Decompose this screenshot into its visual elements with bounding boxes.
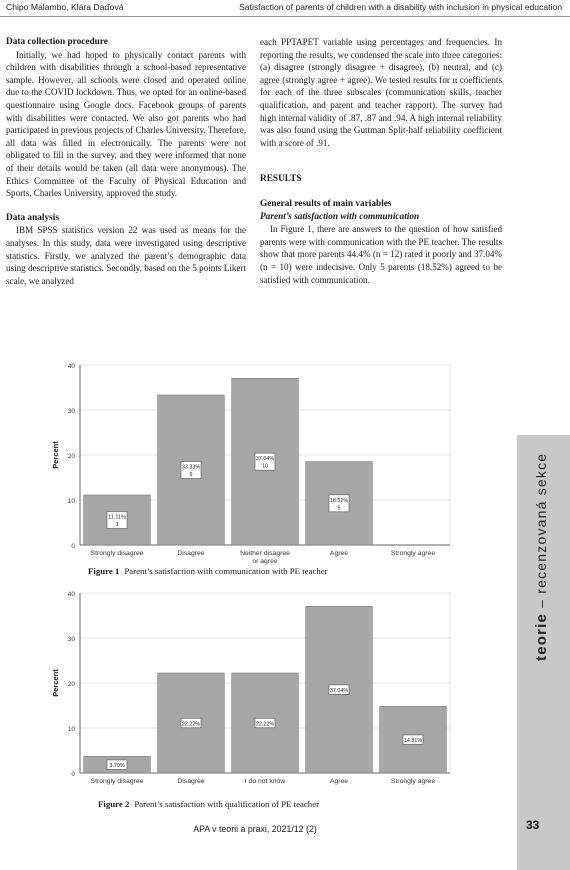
x-tick-label: I do not know [244,778,286,785]
data-count-label: 10 [262,463,268,470]
y-tick-label: 30 [67,636,75,643]
paragraph-data-collection: Initially, we had hoped to physically contact parents with children with disabilities through a school-based representative sample. However, all schools were closed and operated online due to the COVID lockdown. Thus, we opted for an online-based questionnaire using Google docs. Facebook groups of parents with disabilities were contacted. We also got parents who had participated in previous projects of Charles University. Therefore, all data was filled in electronically. The parents were not obligated to fill in the survey, and they were informed that none of their details would be taken (all data were anonymous). The Ethics Committee of the Faculty of Physical Education and Sports, Charles University, approved the study. [6,49,246,199]
y-axis-title: Percent [51,669,60,697]
x-tick-label: Disagree [177,550,205,557]
figure2-caption-text: Parent’s satisfaction with qualification of PE teacher [134,799,320,809]
side-tab-sub: recenzovaná sekce [533,452,549,594]
left-column [6,36,246,287]
x-tick-label: Strongly agree [390,778,436,785]
y-tick-label: 30 [67,408,75,415]
data-label: 3.70% [109,762,125,769]
paragraph-data-analysis: IBM SPSS statistics version 22 was used as means for the analyses. In this study, data were investigated using descriptive statistics. Firstly, we analyzed the parent’s demographic data using descriptive statistics. Secondly, based on the 5 points Likert scale, we analyzed [6,225,246,286]
y-tick-label: 20 [67,681,75,688]
data-label: 22.22% [181,721,201,728]
data-label: 14.81% [403,737,423,744]
x-tick-label: Strongly disagree [90,550,144,557]
figure1-chart [40,360,470,565]
y-tick-label: 10 [67,726,75,733]
y-tick-label: 0 [71,543,75,550]
data-label: 22.22% [255,721,275,728]
x-tick-label: Agree [329,550,349,557]
page-number: 33 [526,818,540,832]
y-tick-label: 40 [67,363,75,370]
data-label: 11.11% [108,514,126,521]
y-tick-label: 40 [67,591,75,598]
data-label: 37.04% [255,456,275,463]
figure1-svg [40,360,470,565]
running-header [6,2,562,16]
header-authors: Chipo Malambo, Klára Daďová [6,2,124,12]
figure2-label: Figure 2 [98,799,130,809]
figure1-caption-text: Parent’s satisfaction with communication with PE teacher [124,566,328,576]
x-tick-label: Strongly disagree [90,778,144,785]
y-tick-label: 20 [67,453,75,460]
x-tick-label: Agree [329,778,349,785]
figure2-caption [98,799,319,809]
data-count-label: 5 [337,505,341,512]
x-tick-label: or agree [252,558,278,565]
data-label: 33.33% [181,464,201,471]
figure1-caption [88,566,328,576]
side-tab-main: teorie [533,612,550,661]
heading-satisfaction-communication: Parent’s satisfaction with communication [260,211,420,222]
y-axis-title: Percent [51,441,60,469]
data-label: 37.04% [329,687,349,694]
paragraph-figure1: In Figure 1, there are answers to the question of how satisfied parents were with communication with the PE teacher. The results show that more parents 44.4% (n = 12) rated it poorly and 37.04% (n = 10) were indecisive. Only 5 parents (18.52%) agreed to be satisfied with communication. [260,224,502,285]
heading-general-results: General results of main variables [260,198,392,209]
section-side-tab [517,435,570,870]
x-tick-label: Disagree [177,778,205,785]
data-label: 18.52% [329,497,349,504]
heading-data-collection: Data collection procedure [6,37,108,47]
side-tab-separator: – [533,593,549,613]
figure1-label: Figure 1 [88,566,120,576]
header-title: Satisfaction of parents of children with a disability with inclusion in physical education [239,2,562,12]
data-count-label: 9 [189,472,193,479]
figure2-svg [40,588,470,798]
right-column [260,36,502,286]
heading-data-analysis: Data analysis [6,212,59,223]
header-rule [0,16,570,17]
heading-results: RESULTS [260,174,302,185]
figure2-chart [40,588,470,803]
journal-footer: APA v teorii a praxi, 2021/12 (2) [193,824,317,834]
paragraph-pptapet: each PPTAPET variable using percentages and frequencies. In reporting the results, we condensed the scale into three categories: (a) disagree (strongly disagree + disagree), (b) neutral, and (c) agree (strongly agree + agree). We tested results for α coefficients for each of the three subscales (communication skills, teacher qualification, and parent and teacher rapport). The survey had high internal validity of .87, .87 and .94. A high internal reliability was also found using the Guttman Split-half reliability coefficient with a score of .91. [260,37,502,148]
data-count-label: 3 [115,522,119,529]
x-tick-label: Neither disagree [240,550,290,557]
y-tick-label: 0 [71,771,75,778]
y-tick-label: 10 [67,498,75,505]
side-tab-text [533,401,551,661]
x-tick-label: Strongly agree [390,550,436,557]
